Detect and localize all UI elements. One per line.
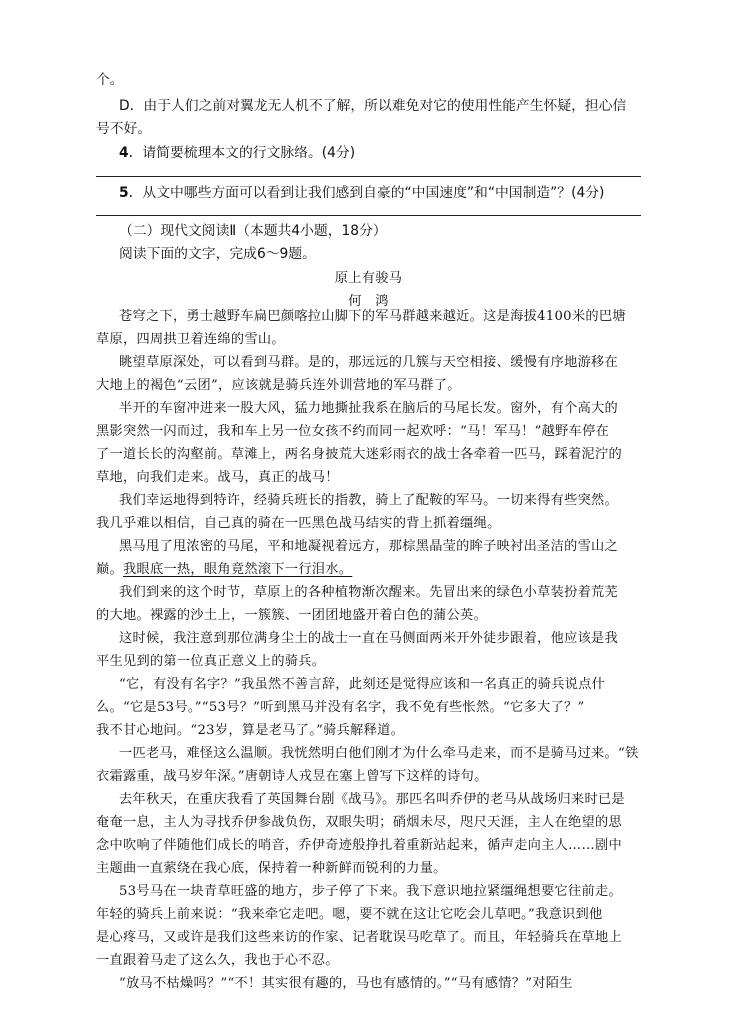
article-author: 何 鸿	[348, 294, 389, 309]
article-line: 黑马甩了甩浓密的马尾，平和地凝视着远方，那棕黑晶莹的眸子映衬出圣洁的雪山之	[119, 539, 619, 554]
article-line: 么。“它是53号。”“53号？”听到黑马并没有名字，我不免有些怅然。“它多大了？”	[96, 700, 585, 715]
article-line: 苍穹之下，勇士越野车扁巴颜喀拉山脚下的军马群越来越近。这是海拔4100米的巴塘	[119, 309, 626, 324]
article-line: 半开的车窗冲进来一股大风，猛力地撕扯我系在脑后的马尾长发。窗外，有个高大的	[119, 401, 619, 416]
article-line: “放马不枯燥吗？”“不！其实很有趣的，马也有感情的。”“马有感情？”对陌生	[119, 976, 573, 991]
article-line: 我们到来的这个时节，草原上的各种植物渐次醒来。先冒出来的绿色小草装扮着荒芜	[119, 585, 619, 600]
article-line: 这时候，我注意到那位满身尘土的战士一直在马侧面两米开外徒步跟着，他应该是我	[119, 631, 619, 646]
article-line: 我们幸运地得到特许，经骑兵班长的指教，骑上了配鞍的军马。一切来得有些突然。	[119, 493, 619, 508]
instruction: 阅读下面的文字，完成6～9题。	[119, 246, 316, 262]
article-line: “它，有没有名字？”我虽然不善言辞，此刻还是觉得应该和一名真正的骑兵说点什	[119, 677, 606, 692]
article-line: 了一道长长的沟壑前。草滩上，两名身披荒大迷彩雨衣的战士各牵着一匹马，踩着泥泞的	[96, 447, 623, 462]
article-line: 草原，四周拱卫着连绵的雪山。	[96, 332, 285, 347]
answer-line-q4	[96, 176, 641, 177]
question-4	[119, 142, 355, 164]
article-fragment: 巅。	[96, 562, 123, 577]
option-d-line2: 号不好。	[96, 121, 152, 137]
article-line: 衣霜露重，战马岁年深。”唐朝诗人戎昱在塞上曾写下这样的诗句。	[96, 769, 488, 784]
article-title: 原上有骏马	[334, 271, 403, 286]
article-line: 我不甘心地问。“23岁，算是老马了。”骑兵解释道。	[96, 723, 405, 738]
article-line: 年轻的骑兵上前来说：“我来牵它走吧。嗯，要不就在这让它吃会儿草吧。”我意识到他	[96, 907, 603, 922]
article-line: 黑影突然一闪而过，我和车上另一位女孩不约而同一起欢呼：“马！军马！”越野车停在	[96, 424, 610, 439]
question-5-number: 5	[119, 185, 129, 201]
article-line: 眺望草原深处，可以看到马群。是的，那远远的几簇与天空相接、缓慢有序地游移在	[119, 355, 619, 370]
article-line: 是心疼马，又或许是我们这些来访的作家、记者耽误马吃草了。而且，年轻骑兵在草地上	[96, 930, 623, 945]
article-line: 去年秋天，在重庆我看了英国舞台剧《战马》。那匹名叫乔伊的老马从战场归来时已是	[119, 792, 625, 807]
article-line: 一匹老马，难怪这么温顺。我恍然明白他们刚才为什么牵马走来，而不是骑马过来。“铁	[119, 746, 639, 761]
question-5	[119, 182, 604, 204]
article-line	[96, 559, 352, 581]
answer-line-q5	[96, 215, 641, 216]
underlined-sentence: 我眼底一热，眼角竟然滚下一行泪水。	[122, 562, 353, 577]
article-line: 我几乎难以相信，自己真的骑在一匹黑色战马结实的背上抓着缰绳。	[96, 516, 501, 531]
article-line: 奄奄一息，主人为寻找乔伊参战负伤，双眼失明；硝烟未尽，咫尺天涯，主人在绝望的思	[96, 815, 623, 830]
text-line: 个。	[96, 72, 124, 88]
article-line: 一直跟着马走了这么久，我也于心不忍。	[96, 953, 339, 968]
question-4-text: ．请简要梳理本文的行文脉络。(4分)	[128, 145, 356, 161]
article-line: 草地，向我们走来。战马，真正的战马！	[96, 470, 339, 485]
article-line: 大地上的褐色“云团”，应该就是骑兵连外训营地的军马群了。	[96, 378, 461, 393]
article-line: 主题曲一直萦绕在我心底，保持着一种新鲜而锐利的力量。	[96, 861, 447, 876]
question-4-number: 4	[119, 145, 129, 161]
article-line: 念中吹响了伴随他们成长的哨音，乔伊奇迹般挣扎着重新站起来，循声走向主人……剧中	[96, 838, 623, 853]
article-line: 平生见到的第一位真正意义上的骑兵。	[96, 654, 326, 669]
article-line: 53号马在一块青草旺盛的地方，步子停了下来。我下意识地拉紧缰绳想要它往前走。	[119, 884, 622, 899]
option-d-line1: D．由于人们之前对翼龙无人机不了解，所以难免对它的使用性能产生怀疑，担心信	[119, 98, 627, 114]
section-title: （二）现代文阅读Ⅱ（本题共4小题，18分）	[119, 223, 387, 239]
question-5-text: ．从文中哪些方面可以看到让我们感到自豪的“中国速度”和“中国制造”？(4分)	[128, 185, 605, 201]
article-line: 的大地。裸露的沙土上，一簇簇、一团团地盛开着白色的蒲公英。	[96, 608, 488, 623]
